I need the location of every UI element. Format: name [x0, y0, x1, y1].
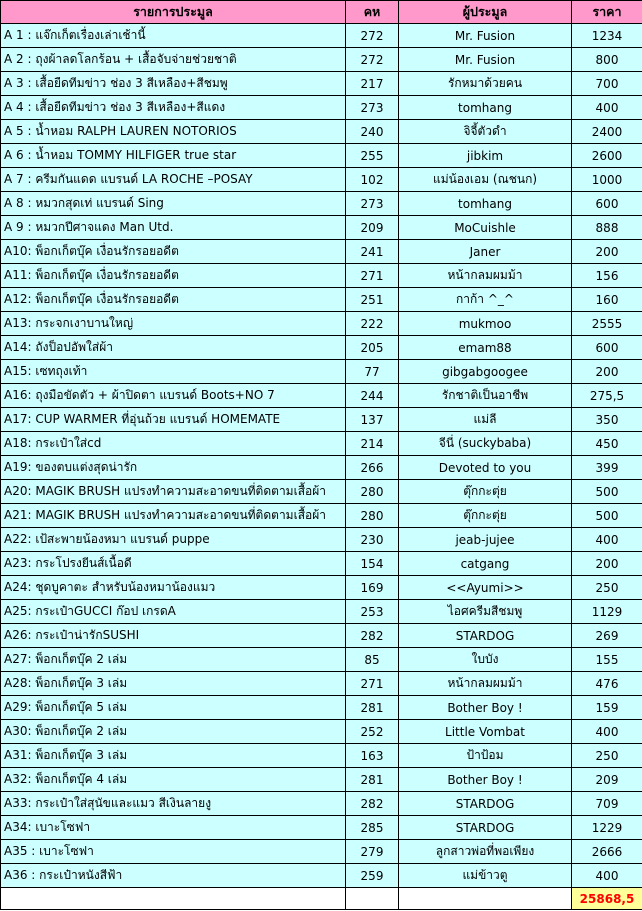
item-cell: A36 : กระเป๋าหนังสีฟ้า: [1, 864, 346, 888]
item-cell: A 2 : ถุงผ้าลดโลกร้อน + เสื้อจับจ่ายช่วยชาติ: [1, 48, 346, 72]
price-cell: 2666: [572, 840, 642, 864]
table-row: [1, 408, 642, 432]
winner-cell: Bother Boy !: [399, 696, 572, 720]
table-row: [1, 696, 642, 720]
total-empty-cell: [1, 888, 346, 910]
bidder-no-cell: 273: [346, 96, 399, 120]
winner-cell: Little Vombat: [399, 720, 572, 744]
price-cell: 160: [572, 288, 642, 312]
table-row: [1, 792, 642, 816]
bidder-no-cell: 282: [346, 792, 399, 816]
bidder-no-cell: 222: [346, 312, 399, 336]
item-cell: A26: กระเป๋าน่ารักSUSHI: [1, 624, 346, 648]
bidder-no-cell: 244: [346, 384, 399, 408]
table-row: [1, 720, 642, 744]
item-cell: A17: CUP WARMER ที่อุ่นถ้วย แบรนด์ HOMEMATE: [1, 408, 346, 432]
item-cell: A13: กระจกเงาบานใหญ่: [1, 312, 346, 336]
bidder-no-cell: 205: [346, 336, 399, 360]
winner-cell: jeab-jujee: [399, 528, 572, 552]
item-cell: A34: เบาะโซฟา: [1, 816, 346, 840]
table-row: [1, 120, 642, 144]
winner-cell: จีนี่ (suckybaba): [399, 432, 572, 456]
table-row: [1, 312, 642, 336]
table-row: [1, 504, 642, 528]
item-cell: A 6 : น้ำหอม TOMMY HILFIGER true star: [1, 144, 346, 168]
winner-cell: catgang: [399, 552, 572, 576]
price-cell: 250: [572, 576, 642, 600]
table-row: [1, 240, 642, 264]
table-row: [1, 288, 642, 312]
table-row: [1, 192, 642, 216]
item-cell: A29: พ็อกเก็ตบุ๊ค 5 เล่ม: [1, 696, 346, 720]
total-empty-cell: [399, 888, 572, 910]
winner-cell: หน้ากลมผมม้า: [399, 672, 572, 696]
price-cell: 800: [572, 48, 642, 72]
bidder-no-cell: 255: [346, 144, 399, 168]
item-cell: A 9 : หมวกปีศาจแดง Man Utd.: [1, 216, 346, 240]
table-row: [1, 216, 642, 240]
winner-cell: tomhang: [399, 96, 572, 120]
winner-cell: Devoted to you: [399, 456, 572, 480]
bidder-no-cell: 240: [346, 120, 399, 144]
winner-cell: jibkim: [399, 144, 572, 168]
table-row: [1, 96, 642, 120]
item-cell: A23: กระโปรงยีนส์เนื้อดี: [1, 552, 346, 576]
bidder-no-cell: 169: [346, 576, 399, 600]
price-cell: 400: [572, 528, 642, 552]
item-cell: A 3 : เสื้อยืดทีมข่าว ช่อง 3 สีเหลือง+สีชมพู: [1, 72, 346, 96]
price-cell: 155: [572, 648, 642, 672]
winner-cell: แม่ข้าวตู: [399, 864, 572, 888]
price-cell: 888: [572, 216, 642, 240]
price-cell: 2400: [572, 120, 642, 144]
price-cell: 476: [572, 672, 642, 696]
item-cell: A10: พ็อกเก็ตบุ๊ค เงื่อนรักรอยอดีต: [1, 240, 346, 264]
item-cell: A11: พ็อกเก็ตบุ๊ค เงื่อนรักรอยอดีต: [1, 264, 346, 288]
bidder-no-cell: 209: [346, 216, 399, 240]
item-cell: A 5 : น้ำหอม RALPH LAUREN NOTORIOS: [1, 120, 346, 144]
bidder-no-cell: 273: [346, 192, 399, 216]
table-row: [1, 864, 642, 888]
winner-cell: ตุ๊กกะตุ่ย: [399, 480, 572, 504]
item-cell: A27: พ็อกเก็ตบุ๊ค 2 เล่ม: [1, 648, 346, 672]
price-cell: 2555: [572, 312, 642, 336]
price-cell: 350: [572, 408, 642, 432]
item-cell: A24: ชุดบูคาตะ สำหรับน้องหมาน้องแมว: [1, 576, 346, 600]
price-cell: 209: [572, 768, 642, 792]
price-cell: 600: [572, 192, 642, 216]
bidder-no-cell: 285: [346, 816, 399, 840]
item-cell: A12: พ็อกเก็ตบุ๊ค เงื่อนรักรอยอดีต: [1, 288, 346, 312]
item-cell: A31: พ็อกเก็ตบุ๊ค 3 เล่ม: [1, 744, 346, 768]
item-cell: A18: กระเป๋าใส่cd: [1, 432, 346, 456]
table-row: [1, 576, 642, 600]
winner-cell: แม่น้องเอม (ณชนก): [399, 168, 572, 192]
price-cell: 2600: [572, 144, 642, 168]
bidder-no-cell: 272: [346, 24, 399, 48]
winner-cell: Janer: [399, 240, 572, 264]
table-row: [1, 336, 642, 360]
winner-cell: ใบบัง: [399, 648, 572, 672]
price-cell: 200: [572, 552, 642, 576]
price-cell: 275,5: [572, 384, 642, 408]
item-cell: A15: เซทถุงเท้า: [1, 360, 346, 384]
bidder-no-cell: 271: [346, 672, 399, 696]
price-cell: 400: [572, 720, 642, 744]
item-cell: A 4 : เสื้อยืดทีมข่าว ช่อง 3 สีเหลือง+สีแดง: [1, 96, 346, 120]
header-winner: ผู้ประมูล: [399, 1, 572, 24]
price-cell: 1234: [572, 24, 642, 48]
price-cell: 250: [572, 744, 642, 768]
winner-cell: STARDOG: [399, 624, 572, 648]
price-cell: 700: [572, 72, 642, 96]
winner-cell: emam88: [399, 336, 572, 360]
item-cell: A19: ของตบแต่งสุดน่ารัก: [1, 456, 346, 480]
price-cell: 400: [572, 864, 642, 888]
item-cell: A25: กระเป๋าGUCCI ก๊อป เกรดA: [1, 600, 346, 624]
winner-cell: tomhang: [399, 192, 572, 216]
bidder-no-cell: 282: [346, 624, 399, 648]
bidder-no-cell: 137: [346, 408, 399, 432]
bidder-no-cell: 280: [346, 480, 399, 504]
table-row: [1, 672, 642, 696]
winner-cell: ไอศครีมสีชมพู: [399, 600, 572, 624]
price-cell: 269: [572, 624, 642, 648]
winner-cell: จิจี้ตัวดำ: [399, 120, 572, 144]
price-cell: 1129: [572, 600, 642, 624]
header-item: รายการประมูล: [1, 1, 346, 24]
winner-cell: Bother Boy !: [399, 768, 572, 792]
table-row: [1, 456, 642, 480]
item-cell: A33: กระเป๋าใส่สุนัขและแมว สีเงินลายงู: [1, 792, 346, 816]
price-cell: 200: [572, 360, 642, 384]
table-row: [1, 360, 642, 384]
bidder-no-cell: 230: [346, 528, 399, 552]
table-row: [1, 744, 642, 768]
price-cell: 500: [572, 504, 642, 528]
table-row: [1, 480, 642, 504]
bidder-no-cell: 281: [346, 696, 399, 720]
bidder-no-cell: 266: [346, 456, 399, 480]
item-cell: A35 : เบาะโซฟา: [1, 840, 346, 864]
item-cell: A22: เป้สะพายน้องหมา แบรนด์ puppe: [1, 528, 346, 552]
header-price: ราคา: [572, 1, 642, 24]
winner-cell: STARDOG: [399, 816, 572, 840]
price-cell: 200: [572, 240, 642, 264]
winner-cell: Mr. Fusion: [399, 48, 572, 72]
table-row: [1, 72, 642, 96]
table-row: [1, 168, 642, 192]
bidder-no-cell: 272: [346, 48, 399, 72]
item-cell: A28: พ็อกเก็ตบุ๊ค 3 เล่ม: [1, 672, 346, 696]
bidder-no-cell: 252: [346, 720, 399, 744]
table-row: [1, 552, 642, 576]
price-cell: 400: [572, 96, 642, 120]
bidder-no-cell: 102: [346, 168, 399, 192]
winner-cell: MoCuishle: [399, 216, 572, 240]
table-row: [1, 528, 642, 552]
item-cell: A 7 : ครีมกันแดด แบรนด์ LA ROCHE –POSAY: [1, 168, 346, 192]
winner-cell: Mr. Fusion: [399, 24, 572, 48]
price-cell: 159: [572, 696, 642, 720]
winner-cell: รักหมาด้วยคน: [399, 72, 572, 96]
price-cell: 600: [572, 336, 642, 360]
header-bidder-no: คห: [346, 1, 399, 24]
bidder-no-cell: 280: [346, 504, 399, 528]
item-cell: A14: ถังป็อปอัพใส่ผ้า: [1, 336, 346, 360]
bidder-no-cell: 217: [346, 72, 399, 96]
item-cell: A32: พ็อกเก็ตบุ๊ค 4 เล่ม: [1, 768, 346, 792]
table-row: [1, 648, 642, 672]
bidder-no-cell: 77: [346, 360, 399, 384]
total-price: 25868,5: [572, 888, 642, 910]
winner-cell: <<Ayumi>>: [399, 576, 572, 600]
table-row: [1, 624, 642, 648]
winner-cell: ป้าป้อม: [399, 744, 572, 768]
price-cell: 1229: [572, 816, 642, 840]
winner-cell: กาก้า ^_^: [399, 288, 572, 312]
bidder-no-cell: 271: [346, 264, 399, 288]
winner-cell: ตุ๊กกะตุ่ย: [399, 504, 572, 528]
bidder-no-cell: 259: [346, 864, 399, 888]
item-cell: A 1 : แจ๊กเก็ตเรื่องเล่าเช้านี้: [1, 24, 346, 48]
winner-cell: รักชาติเป็นอาชีพ: [399, 384, 572, 408]
bidder-no-cell: 241: [346, 240, 399, 264]
table-row: [1, 768, 642, 792]
price-cell: 156: [572, 264, 642, 288]
table-row: [1, 432, 642, 456]
bidder-no-cell: 251: [346, 288, 399, 312]
table-row: [1, 48, 642, 72]
bidder-no-cell: 253: [346, 600, 399, 624]
price-cell: 450: [572, 432, 642, 456]
table-row: [1, 600, 642, 624]
item-cell: A 8 : หมวกสุดเท่ แบรนด์ Sing: [1, 192, 346, 216]
bidder-no-cell: 154: [346, 552, 399, 576]
bidder-no-cell: 214: [346, 432, 399, 456]
winner-cell: mukmoo: [399, 312, 572, 336]
winner-cell: แม่ลี: [399, 408, 572, 432]
bidder-no-cell: 163: [346, 744, 399, 768]
winner-cell: หน้ากลมผมม้า: [399, 264, 572, 288]
item-cell: A30: พ็อกเก็ตบุ๊ค 2 เล่ม: [1, 720, 346, 744]
total-empty-cell: [346, 888, 399, 910]
item-cell: A21: MAGIK BRUSH แปรงทำความสะอาดขนที่ติดตามเสื้อผ้า: [1, 504, 346, 528]
price-cell: 399: [572, 456, 642, 480]
bidder-no-cell: 85: [346, 648, 399, 672]
item-cell: A20: MAGIK BRUSH แปรงทำความสะอาดขนที่ติดตามเสื้อผ้า: [1, 480, 346, 504]
winner-cell: ลูกสาวพ่อที่พอเพียง: [399, 840, 572, 864]
total-row: [1, 888, 642, 910]
price-cell: 709: [572, 792, 642, 816]
price-cell: 1000: [572, 168, 642, 192]
table-row: [1, 144, 642, 168]
item-cell: A16: ถุงมือขัดตัว + ผ้าปิดตา แบรนด์ Boots+NO 7: [1, 384, 346, 408]
table-row: [1, 816, 642, 840]
bidder-no-cell: 281: [346, 768, 399, 792]
winner-cell: STARDOG: [399, 792, 572, 816]
table-row: [1, 384, 642, 408]
header-row: [1, 1, 642, 24]
table-row: [1, 264, 642, 288]
winner-cell: gibgabgoogee: [399, 360, 572, 384]
table-row: [1, 840, 642, 864]
price-cell: 500: [572, 480, 642, 504]
table-row: [1, 24, 642, 48]
bidder-no-cell: 279: [346, 840, 399, 864]
